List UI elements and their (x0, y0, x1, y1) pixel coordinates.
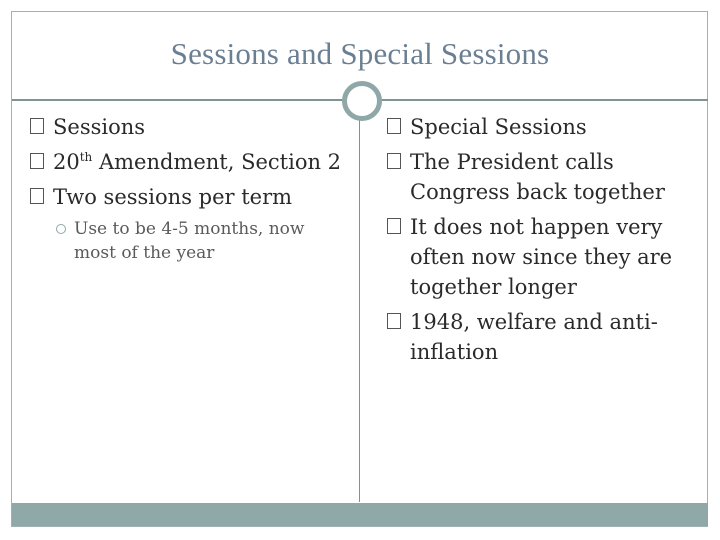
list-item-text: Sessions (53, 115, 146, 139)
square-bullet-icon (387, 153, 401, 169)
list-item-text: The President calls Congress back together (410, 150, 665, 204)
square-bullet-icon (30, 188, 44, 204)
footer-bar (12, 503, 708, 526)
list-item-text: It does not happen very often now since they are together longer (410, 215, 673, 299)
square-bullet-icon (30, 153, 44, 169)
list-item-text-pre: 20 (53, 150, 80, 174)
sub-list-item (30, 217, 350, 265)
list-item (30, 112, 350, 142)
sub-list-item-text: Use to be 4-5 months, now most of the year (74, 219, 305, 263)
list-item-text: Two sessions per term (53, 185, 293, 209)
square-bullet-icon (30, 118, 44, 134)
square-bullet-icon (387, 218, 401, 234)
list-item-text-post: Amendment, Section 2 (92, 150, 342, 174)
column-divider (359, 116, 360, 502)
list-item (30, 147, 350, 177)
right-column (387, 112, 692, 372)
list-item (387, 147, 692, 207)
slide-title: Sessions and Special Sessions (170, 36, 550, 71)
list-item (30, 182, 350, 212)
list-item-text: Special Sessions (410, 115, 587, 139)
left-column (30, 112, 350, 265)
list-item-superscript: th (79, 150, 93, 164)
list-item (387, 212, 692, 302)
square-bullet-icon (387, 118, 401, 134)
list-item (387, 307, 692, 367)
list-item (387, 112, 692, 142)
square-bullet-icon (387, 313, 401, 329)
list-item-text: 1948, welfare and anti-inflation (410, 310, 658, 364)
circle-bullet-icon (56, 224, 66, 234)
